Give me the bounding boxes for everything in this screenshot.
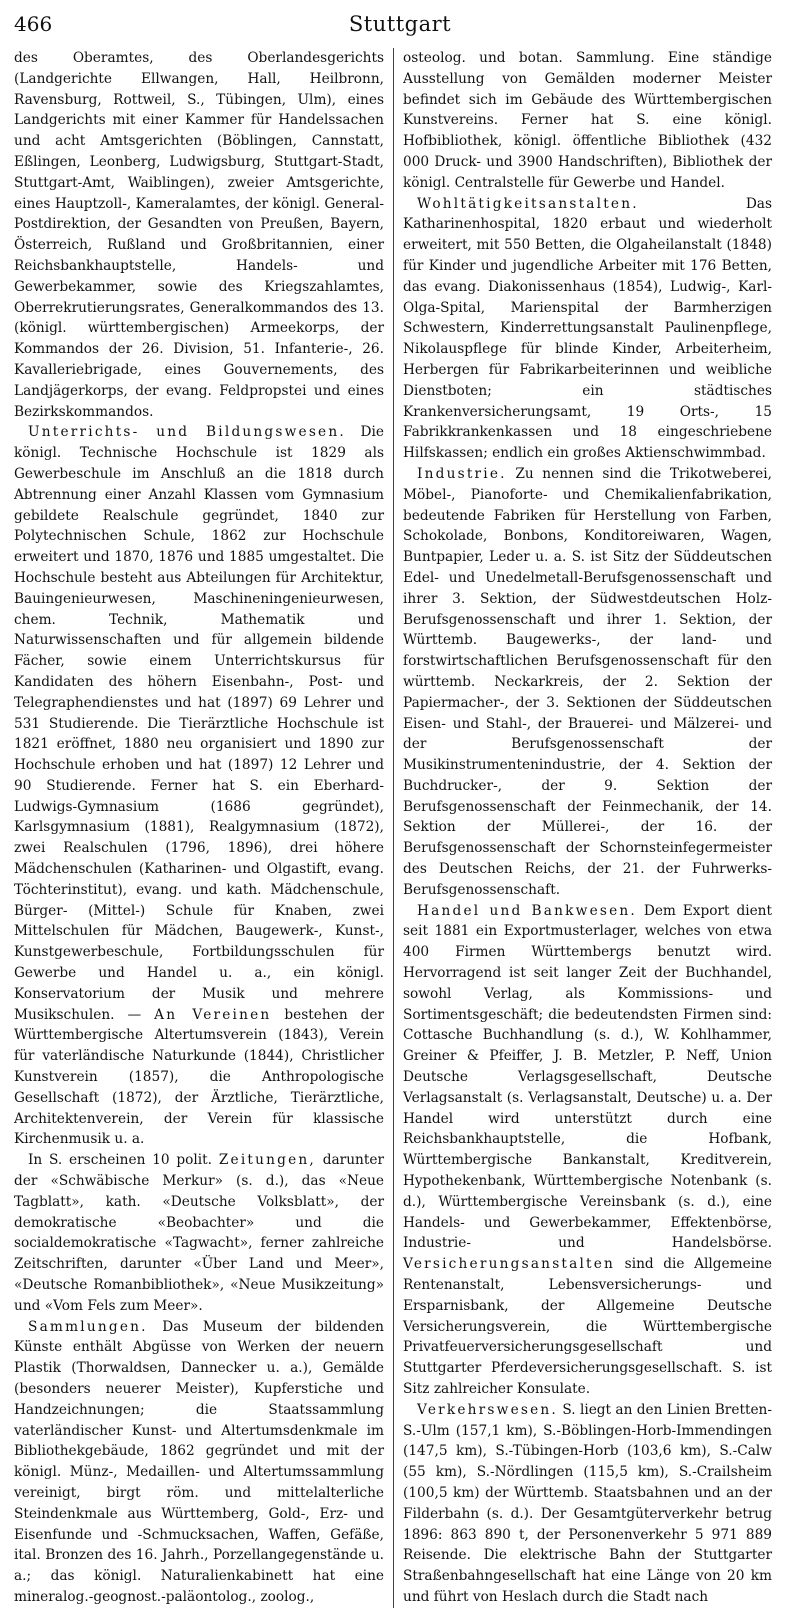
section-heading: Sammlungen. [28,1318,148,1335]
paragraph [403,1400,772,1608]
section-heading: Versicherungsanstalten [403,1256,616,1273]
paragraph [14,422,384,1150]
section-heading: Verkehrswesen. [417,1401,558,1418]
paragraph [403,901,772,1400]
paragraph-text: Die königl. Technische Hochschule ist 1829 als Gewerbeschule im Anschluß an die 1818 durch Abtrennung einer Anzahl Klassen vom Gymnasium gebildete Realschule gegründet, 1840 zur Polytechnischen Schule, 1862 zur Hochschule erweitert und 1870, 1876 und 1885 umgestaltet. Die Hochschule besteht aus Abteilungen für Architektur, Bauingenieurwesen, Maschineningenieurwesen, chem. Technik, Mathematik und Naturwissenschaften und für allgemein bildende Fächer, sowie einem Unterrichtskursus für Kandidaten des höhern Eisenbahn-, Post- und Telegraphendienstes und hat (1897) 69 Lehrer und 531 Studierende. Die Tierärztliche Hochschule ist 1821 eröffnet, 1880 neu organisiert und 1890 zur Hochschule erhoben und hat (1897) 12 Lehrer und 90 Studierende. Ferner hat S. ein Eberhard-Ludwigs-Gymnasium (1686 gegründet), Karlsgymnasium (1881), Realgymnasium (1872), zwei Realschulen (1796, 1896), drei höhere Mädchenschulen (Katharinen- und Olgastift, evang. Töchterinstitut), evang. und kath. Mädchenschule, Bürger- (Mittel-) Schule für Knaben, zwei Mittelschulen für Mädchen, Baugewerk-, Kunst-, Kunstgewerbeschule, Fortbildungsschulen für Gewerbe und Handel u. a., ein königl. Konservatorium der Musik und mehrere Musikschulen. — [14,424,384,1023]
paragraph [403,464,772,901]
paragraph [403,194,772,464]
section-heading: Unterrichts- und Bildungswesen. [28,424,346,441]
paragraph-text: Dem Export dient seit 1881 ein Exportmusterlager, welches von etwa 400 Firmen Württembergs benutzt wird. Hervorragend ist seit langer Zeit der Buchhandel, sowohl Verlag, als Kommissions- und Sortimentsgeschäft; die bedeutendsten Firmen sind: Cottasche Buchhandlung (s. d.), W. Kohlhammer, Greiner & Pfeiffer, J. B. Metzler, P. Neff, Union Deutsche Verlagsgesellschaft, Deutsche Verlagsanstalt (s. Verlagsanstalt, Deutsche) u. a. Der Handel wird unterstützt durch eine Reichsbankhauptstelle, die Hofbank, Württembergische Bankanstalt, Kreditverein, Hypothekenbank, Württembergische Notenbank (s. d.), Württembergische Vereinsbank (s. d.), eine Handels- und Gewerbekammer, Effektenbörse, Industrie- und Handelsbörse. [403,902,772,1252]
paragraph-text: osteolog. und botan. Sammlung. Eine ständige Ausstellung von Gemälden moderner Meister befindet sich im Gebäude des Württembergischen Kunstvereins. Ferner hat S. eine königl. Hofbibliothek, königl. öffentliche Bibliothek (432 000 Druck- und 3900 Handschriften), Bibliothek der königl. Centralstelle für Gewerbe und Handel. [403,50,772,191]
paragraph-text: des Oberamtes, des Oberlandesgerichts (Landgerichte Ellwangen, Hall, Heilbronn, Ravensburg, Rottweil, S., Tübingen, Ulm), eines Landgerichts mit einer Kammer für Handelssachen und acht Amtsgerichten (Böblingen, Cannstatt, Eßlingen, Leonberg, Ludwigsburg, Stuttgart-Stadt, Stuttgart-Amt, Waiblingen), zweier Amtsgerichte, eines Hauptzoll-, Kameralamtes, der königl. General-Postdirektion, der Gesandten von Preußen, Bayern, Österreich, Rußland und Großbritannien, einer Reichsbankhauptstelle, Handels- und Gewerbekammer, sowie des Kriegszahlamtes, Oberrekrutierungsrates, Generalkommandos des 13. (königl. württembergischen) Armeekorps, der Kommandos der 26. Division, 51. Infanterie-, 26. Kavalleriebrigade, eines Gouvernements, des Landjägerkorps, der evang. Feldpropstei und eines Bezirkskommandos. [14,50,384,420]
left-column [14,48,393,1608]
paragraph-text: Das Museum der bildenden Künste enthält Abgüsse von Werken der neuern Plastik (Thorwaldsen, Dannecker u. a.), Gemälde (besonders neuerer Meister), Kupferstiche und Handzeichnungen; die Staatssammlung vaterländischer Kunst- und Altertumsdenkmale im Bibliothekgebäude, 1862 gegründet und mit der königl. Münz-, Medaillen- und Altertumssammlung vereinigt, birgt röm. und mittelalterliche Steindenkmale aus Württemberg, Gold-, Erz- und Eisenfunde und -Schmucksachen, Waffen, Gefäße, ital. Bronzen des 16. Jahrh., Porzellangegenstände u. a.; das königl. Naturalienkabinett hat eine mineralog.-geognost.-paläontolog., zoolog., [14,1318,384,1605]
paragraph-text: Zu nennen sind die Trikotweberei, Möbel-, Pianoforte- und Chemikalienfabrikation, bedeutende Fabriken für Herstellung von Farben, Schokolade, Bonbons, Konditoreiwaren, Wagen, Buntpapier, Leder u. a. S. ist Sitz der Süddeutschen Edel- und Unedelmetall-Berufsgenossenschaft und ihrer 3. Sektion, der Südwestdeutschen Holz-Berufsgenossenschaft und ihrer 1. Sektion, der Württemb. Baugewerks-, der land- und forstwirtschaftlichen Berufsgenossenschaft für den württemb. Neckarkreis, der 2. Sektion der Papiermacher-, der 3. Sektionen der Süddeutschen Eisen- und Stahl-, der Brauerei- und Mälzerei- und der Berufsgenossenschaft der Musikinstrumentenindustrie, der 4. Sektion der Buchdrucker-, der 9. Sektion der Berufsgenossenschaft der Feinmechanik, der 14. Sektion der Müllerei-, der 16. der Berufsgenossenschaft der Schornsteinfegermeister des Deutschen Reichs, der 21. der Fuhrwerks-Berufsgenossenschaft. [403,465,772,898]
paragraph [14,48,384,422]
paragraph [14,1150,384,1316]
paragraph [14,1317,384,1608]
paragraph-lead: In S. erscheinen 10 polit. [28,1152,219,1169]
section-heading: An Vereinen [154,1006,272,1023]
section-heading: Industrie. [417,465,507,482]
paragraph-text: darunter der «Schwäbische Merkur» (s. d.), das «Neue Tagblatt», kath. «Deutsche Volksblatt», der demokratische «Beobachter» und die socialdemokratische «Tagwacht», ferner zahlreiche Zeitschriften, darunter «Über Land und Meer», «Deutsche Romanbibliothek», «Neue Musikzeitung» und «Vom Fels zum Meer». [14,1152,384,1314]
paragraph-text: Das Katharinenhospital, 1820 erbaut und wiederholt erweitert, mit 550 Betten, die Olgaheilanstalt (1848) für Kinder und jugendliche Arbeiter mit 176 Betten, das evang. Diakonissenhaus (1854), Ludwig-, Karl-Olga-Spital, Marienspital der Barmherzigen Schwestern, Kinderrettungsanstalt Paulinenpflege, Nikolauspflege für blinde Kinder, Arbeiterheim, Herbergen für Fabrikarbeiterinnen und weibliche Dienstboten; ein städtisches Krankenversicherungsamt, 19 Orts-, 15 Fabrikkrankenkassen und 18 eingeschriebene Hilfskassen; endlich ein großes Aktienschwimmbad. [403,195,772,462]
paragraph-text: bestehen der Württembergische Altertumsverein (1843), Verein für vaterländische Naturkunde (1844), Christlicher Kunstverein (1857), die Anthropologische Gesellschaft (1872), der Ärztliche, Tierärztliche, Architektenverein, der Verein für klassische Kirchenmusik u. a. [14,1006,384,1148]
paragraph [403,48,772,194]
section-heading: Wohltätigkeitsanstalten. [417,195,639,212]
paragraph-text: sind die Allgemeine Rentenanstalt, Lebensversicherungs- und Ersparnisbank, der Allgemeine Deutsche Versicherungsverein, die Württembergische Privatfeuerversicherungsgesellschaft und Stuttgarter Pferdeversicherungsgesellschaft. S. ist Sitz zahlreicher Konsulate. [403,1256,772,1397]
section-heading: Handel und Bankwesen. [417,902,637,919]
page-header [14,12,786,46]
right-column [393,48,772,1608]
text-columns [14,48,786,1608]
section-heading: Zeitungen, [218,1152,316,1169]
paragraph-text: S. liegt an den Linien Bretten-S.-Ulm (157,1 km), S.-Böblingen-Horb-Immendingen (147,5 km), S.-Tübingen-Horb (103,6 km), S.-Calw (55 km), S.-Nördlingen (115,5 km), S.-Crailsheim (100,5 km) der Württemb. Staatsbahnen und an der Filderbahn (s. d.). Der Gesamtgüterverkehr betrug 1896: 863 890 t, der Personenverkehr 5 971 889 Reisende. Die elektrische Bahn der Stuttgarter Straßenbahngesellschaft hat eine Länge von 20 km und führt von Heslach durch die Stadt nach [403,1401,772,1605]
page-number: 466 [14,12,53,36]
running-head: Stuttgart [348,12,452,36]
